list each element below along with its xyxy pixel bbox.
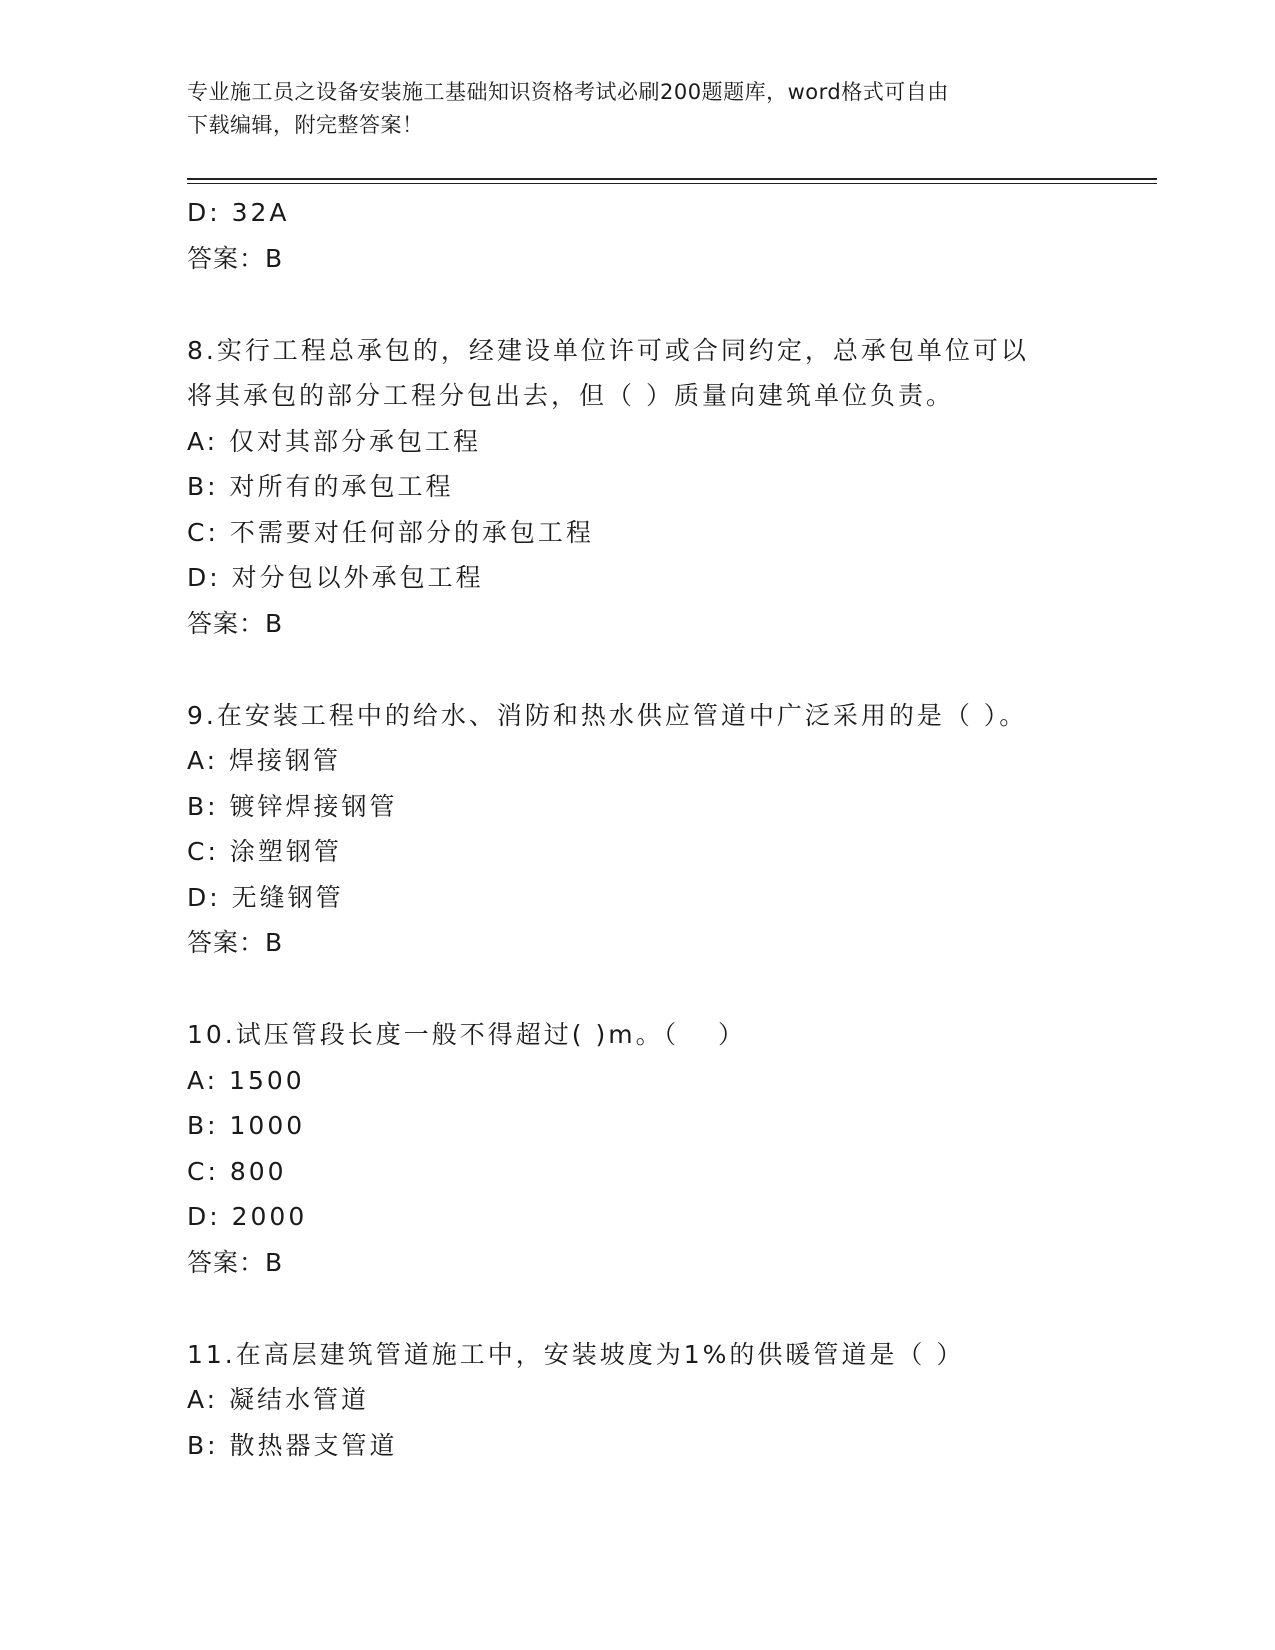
- spacer: [187, 1286, 1087, 1332]
- document-header: [187, 76, 1067, 142]
- option-d: D: 2000: [187, 1202, 308, 1231]
- option-b: B: 1000: [187, 1111, 306, 1140]
- question-stem-line-1: 10.试压管段长度一般不得超过( )m。（ ）: [187, 1020, 747, 1049]
- option-a: A: 1500: [187, 1065, 305, 1095]
- answer: 答案：B: [187, 928, 284, 957]
- question-stem-line-1: 8.实行工程总承包的，经建设单位许可或合同约定，总承包单位可以: [187, 335, 1029, 365]
- option-d: D: 32A: [187, 198, 290, 227]
- question-7-tail: [187, 190, 1087, 282]
- question-stem-line-1: 11.在高层建筑管道施工中，安装坡度为1%的供暖管道是（ ）: [187, 1339, 965, 1369]
- question-stem-line-1: 9.在安装工程中的给水、消防和热水供应管道中广泛采用的是（ ）。: [187, 700, 1028, 730]
- question-10: [187, 1012, 1087, 1286]
- option-d: D: 无缝钢管: [187, 882, 344, 912]
- option-b: B: 散热器支管道: [187, 1430, 398, 1460]
- option-c: C: 涂塑钢管: [187, 837, 342, 866]
- option-a: A: 焊接钢管: [187, 746, 342, 775]
- answer: 答案：B: [187, 243, 284, 273]
- question-9: [187, 693, 1087, 967]
- spacer: [187, 282, 1087, 328]
- header-title-line-1: 专业施工员之设备安装施工基础知识资格考试必刷200题题库，word格式可自由: [187, 80, 949, 104]
- spacer: [187, 966, 1087, 1012]
- question-11: [187, 1332, 1087, 1469]
- option-a: A: 凝结水管道: [187, 1385, 370, 1414]
- option-c: C: 不需要对任何部分的承包工程: [187, 517, 594, 547]
- header-divider-thin: [187, 183, 1157, 184]
- question-8: [187, 328, 1087, 647]
- option-b: B: 对所有的承包工程: [187, 472, 454, 501]
- option-d: D: 对分包以外承包工程: [187, 563, 484, 592]
- question-list: [187, 190, 1087, 1468]
- spacer: [187, 647, 1087, 693]
- answer: 答案：B: [187, 1247, 284, 1277]
- header-divider-thick: [187, 178, 1157, 180]
- option-b: B: 镀锌焊接钢管: [187, 791, 398, 821]
- header-title-line-2: 下载编辑，附完整答案！: [187, 113, 424, 137]
- question-stem-line-2: 将其承包的部分工程分包出去，但（ ）质量向建筑单位负责。: [187, 381, 954, 410]
- option-c: C: 800: [187, 1156, 287, 1186]
- option-a: A: 仅对其部分承包工程: [187, 426, 482, 456]
- answer: 答案：B: [187, 608, 284, 638]
